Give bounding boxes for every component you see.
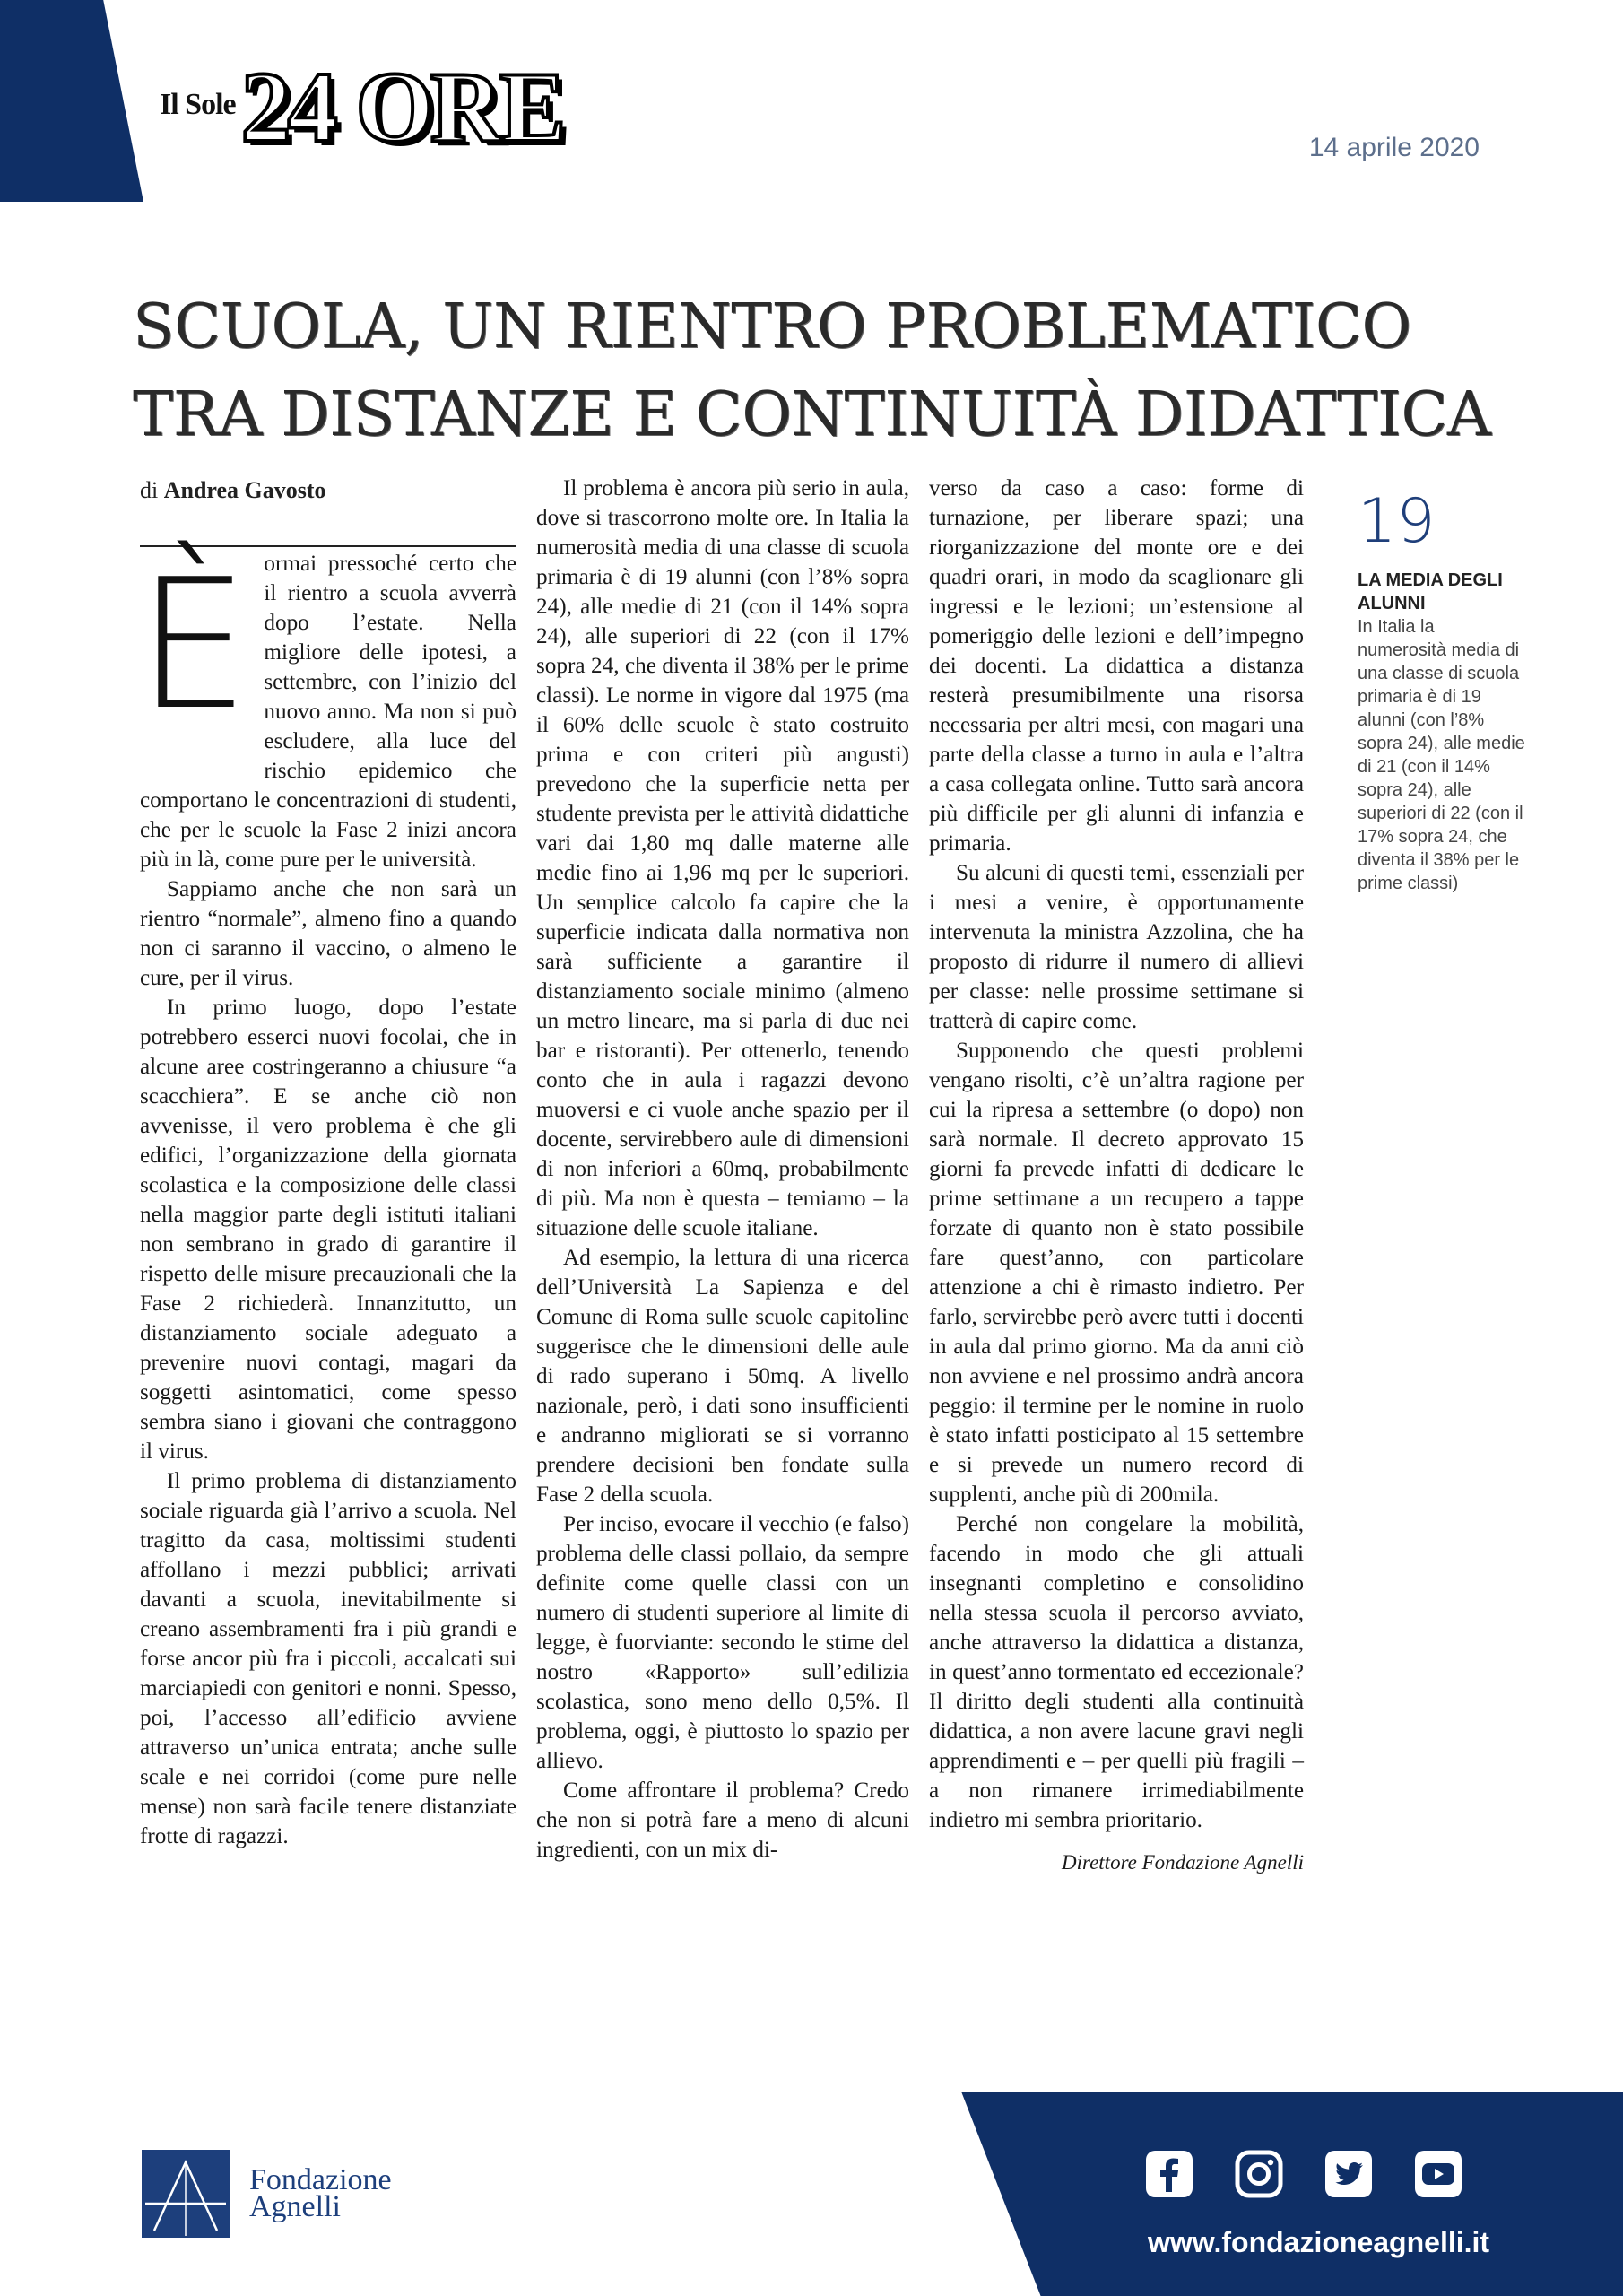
paragraph: Ad esempio, la lettura di una ricerca dell’Università La Sapienza e del Comune di Roma sulle scuole capitoline suggerisce che le dimensioni delle aule di rado superano i 50mq. A livello nazionale, però, i dati sono insufficienti e andranno migliorati se si vorranno prendere decisioni ben fondate sulla Fase 2 della scuola. bbox=[536, 1246, 909, 1507]
logo-line-1: Fondazione bbox=[249, 2163, 392, 2196]
byline-prefix: di bbox=[140, 477, 159, 503]
website-link[interactable]: www.fondazioneagnelli.it bbox=[1148, 2226, 1490, 2258]
masthead-brand: 24 ORE bbox=[240, 52, 563, 163]
headline-line-2: TRA DISTANZE E CONTINUITÀ DIDATTICA bbox=[133, 379, 1491, 450]
paragraph: In primo luogo, dopo l’estate potrebbero esserci nuovi focolai, che in alcune aree costringeranno a chiusure “a scacchiera”. E se anche ciò non avvenisse, il vero problema è che gli edifici, l’organizzazione della giornata scolastica e la composizione delle classi nella maggior parte degli istituti italiani non sembrano in grado di garantire il rispetto delle misure precauzionali che la Fase 2 richiederà. Innanzitutto, un distanziamento sociale adeguato a prevenire nuovi contagi, magari da soggetti asintomatici, come spesso sembra siano i giovani che contraggono il virus. bbox=[140, 996, 516, 1464]
stat-number: 19 bbox=[1358, 486, 1436, 557]
fondazione-agnelli-logo[interactable] bbox=[142, 2150, 392, 2238]
youtube-icon[interactable] bbox=[1413, 2149, 1463, 2199]
paragraph: Sappiamo anche che non sarà un rientro “normale”, almeno fino a quando non ci saranno il vaccino, o almeno le cure, per il virus. bbox=[140, 877, 516, 990]
stat-text: In Italia la numerosità media di una classe di scuola primaria è di 19 alunni (con l’8% sopra 24), alle medie di 21 (con il 14% sopra 24), alle superiori di 22 (con il 17% sopra 24, che diventa il 38% per le prime classi) bbox=[1358, 617, 1525, 893]
twitter-icon[interactable] bbox=[1324, 2149, 1374, 2199]
byline-author: Andrea Gavosto bbox=[163, 477, 326, 503]
paragraph: Per inciso, evocare il vecchio (e falso) problema delle classi pollaio, da sempre definite come quelle classi con un numero di studenti superiore al limite di legge, è fuorviante: secondo le stime del nostro «Rapporto» sull’edilizia scolastica, sono meno dello 0,5%. Il problema, oggi, è piuttosto lo spazio per allievo. bbox=[536, 1512, 909, 1773]
stat-sidebar bbox=[1358, 486, 1528, 895]
instagram-icon[interactable] bbox=[1234, 2149, 1284, 2199]
headline-line-1: SCUOLA, UN RIENTRO PROBLEMATICO bbox=[133, 291, 1411, 362]
paragraph: Il primo problema di distanziamento sociale riguarda già l’arrivo a scuola. Nel tragitto da casa, moltissimi studenti affollano i mezzi pubblici; arrivati davanti a scuola, inevitabilmente si creano assembramenti fra i più grandi e forse ancor più fra i piccoli, accalcati sui marciapiedi con genitori e nonni. Spesso, poi, l’accesso all’edificio avviene attraverso un’unica entrata; anche sulle scale e nei corridoi (come pure nelle mense) non sarà facile tenere distanziate frotte di ragazzi. bbox=[140, 1469, 516, 1848]
paragraph: Come affrontare il problema? Credo che non si potrà fare a meno di alcuni ingredienti, con un mix di- bbox=[536, 1779, 909, 1862]
top-left-navy-corner bbox=[0, 0, 143, 202]
article-column-1 bbox=[136, 541, 516, 1851]
facebook-icon[interactable] bbox=[1144, 2149, 1194, 2199]
publication-date: 14 aprile 2020 bbox=[1308, 133, 1480, 162]
masthead-logo bbox=[160, 52, 563, 163]
logo-text bbox=[249, 2163, 392, 2223]
paragraph: verso da caso a caso: forme di turnazione, per liberare spazi; una riorganizzazione del monte ore e dei quadri orari, in modo da scaglionare gli ingressi e le lezioni; un’estensione al pomeriggio delle lezioni e dell’impegno dei docenti. La didattica a distanza resterà presumibilmente una risorsa necessaria per altri mesi, con magari una parte della classe a turno in aula e l’altra a casa collegata online. Tutto sarà ancora più difficile per gli alunni di infanzia e primaria. bbox=[929, 476, 1304, 856]
paragraph: Il problema è ancora più serio in aula, dove si trascorrono molte ore. In Italia la numerosità media di una classe di scuola primaria è di 19 alunni (con l’8% sopra 24), alle medie di 21 (con il 14% sopra 24), alle superiori di 22 (con il 17% sopra 24, che diventa il 38% per le prime classi). Le norme in vigore dal 1975 (ma il 60% delle scuole è stato costruito prima e con criteri più angusti) prevedono che la superficie netta per studente prevista per le attività didattiche vari dai 1,80 mq dalle materne alle medie fino ai 1,96 mq per le superiori. Un semplice calcolo fa capire che la superficie indicata dalla normativa non sarà sufficiente a garantire il distanziamento sociale minimo (almeno un metro lineare, ma si parla di due nei bar e ristoranti). Per ottenerlo, tenendo conto che in aula i ragazzi devono muoversi e ci vuole anche spazio per il docente, servirebbero aule di dimensioni di non inferiori a 60mq, probabilmente di più. Ma non è questa – temiamo – la situazione delle scuole italiane. bbox=[536, 476, 909, 1240]
logo-line-2: Agnelli bbox=[249, 2190, 341, 2223]
stat-label: LA MEDIA DEGLI ALUNNI bbox=[1358, 570, 1503, 613]
article-column-3 bbox=[929, 474, 1304, 1892]
byline bbox=[140, 477, 326, 504]
paragraph: Supponendo che questi problemi vengano risolti, c’è un’altra ragione per cui la ripresa a settembre (o dopo) non sarà normale. Il decreto approvato 15 giorni fa prevede infatti di dedicare le prime settimane a un recupero a tappe forzate di quanto non è stato possibile fare quest’anno, con particolare attenzione a chi è rimasto indietro. Per farlo, servirebbe però avere tutti i docenti in aula dal primo giorno. Ma da anni ciò non avviene e nel prossimo andrà ancora peggio: il termine per le nomine in ruolo è stato infatti posticipato al 15 settembre e si prevede un numero record di supplenti, anche più di 200mila. bbox=[929, 1039, 1304, 1507]
paragraph: Su alcuni di questi temi, essenziali per i mesi a venire, è opportunamente intervenuta la ministra Azzolina, che ha proposto di ridurre il numero di allievi per classe: nelle prossime settimane si tratterà di capire come. bbox=[929, 861, 1304, 1033]
drop-cap: È bbox=[136, 541, 250, 750]
agnelli-logo-icon bbox=[142, 2150, 230, 2238]
paragraph: ormai pressoché certo che il rientro a scuola avverrà dopo l’estate. Nella migliore delle ipotesi, a settembre, con l’inizio del nuovo anno. Ma non si può escludere, alla luce del rischio epidemico che comportano le concentrazioni di studenti, che per le scuole la Fase 2 inizi ancora più in là, come pure per le università. bbox=[140, 552, 516, 872]
author-signature: Direttore Fondazione Agnelli bbox=[1061, 1851, 1304, 1874]
paragraph: Perché non congelare la mobilità, facendo in modo che gli attuali insegnanti completino e consolidino nella stessa scuola il percorso avviato, anche attraverso la didattica a distanza, in quest’anno tormentato ed eccezionale? Il diritto degli studenti alla continuità didattica, a non avere lacune gravi negli apprendimenti e – per quelli più fragili – a non rimanere irrimediabilmente indietro mi sembra prioritario. bbox=[929, 1512, 1304, 1832]
article-column-2 bbox=[536, 474, 909, 1865]
masthead-small-text: Il Sole bbox=[160, 88, 236, 121]
social-links bbox=[1144, 2149, 1463, 2199]
article-headline bbox=[133, 283, 1567, 459]
